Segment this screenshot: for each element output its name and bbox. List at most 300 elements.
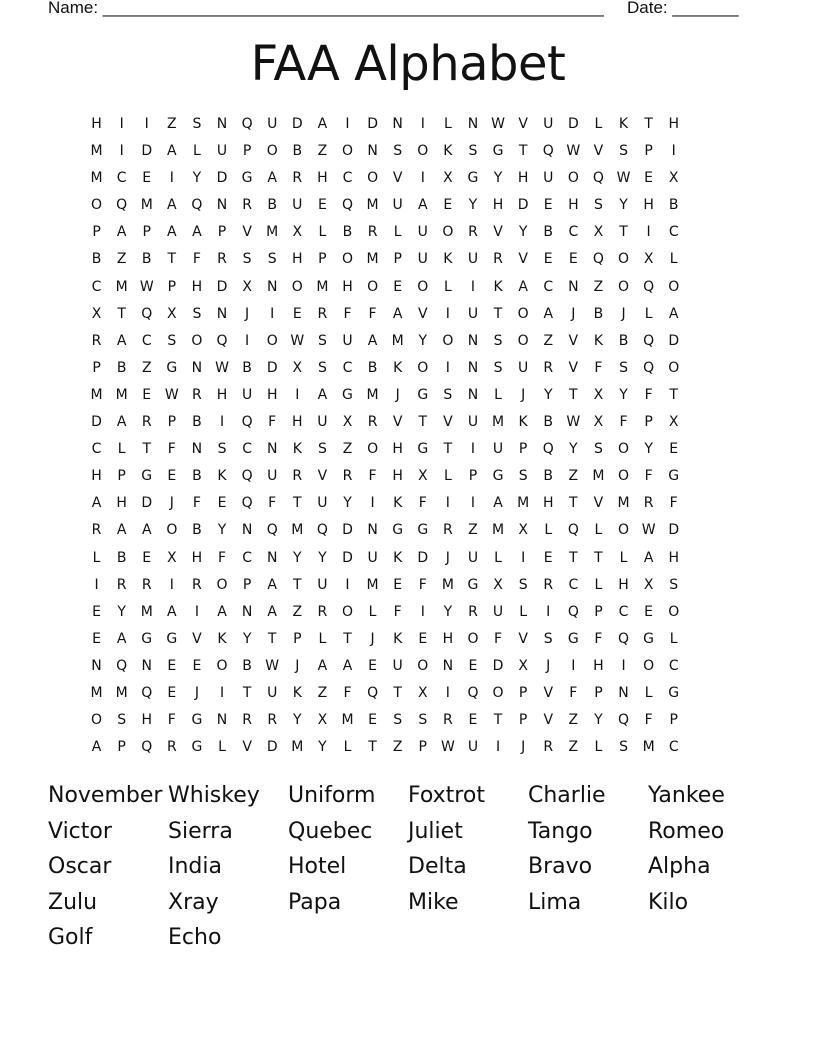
grid-letter: M [140,603,153,620]
grid-letter: L [669,251,678,268]
grid-letter: D [342,549,353,566]
page-title: FAA Alphabet [250,36,566,92]
grid-letter: J [395,386,400,403]
grid-letter: N [568,278,579,295]
grid-letter: G [241,170,253,187]
grid-letter: F [494,630,503,647]
grid-letter: J [621,305,626,322]
grid-letter: K [393,630,403,647]
grid-letter: K [292,684,302,701]
grid-letter: E [468,657,478,674]
grid-letter: C [116,170,127,187]
grid-letter: P [468,468,478,485]
grid-letter: O [266,332,278,349]
grid-letter: S [317,359,327,376]
grid-letter: O [417,657,429,674]
grid-letter: S [418,712,428,729]
worksheet-header [48,0,748,19]
grid-letter: I [420,170,425,187]
grid-letter: F [217,549,227,566]
grid-letter: C [141,332,152,349]
grid-letter: F [192,495,201,512]
grid-letter: T [117,305,126,322]
grid-letter: U [467,251,479,268]
grid-letter: U [467,549,479,566]
grid-letter: Y [217,522,227,539]
grid-letter: U [417,224,428,241]
grid-letter: Y [493,170,503,187]
grid-letter: X [167,305,177,322]
grid-letter: R [493,251,503,268]
grid-letter: X [342,414,353,431]
grid-letter: J [445,549,450,566]
grid-letter: O [618,278,630,295]
grid-letter: K [217,468,227,485]
grid-letter: C [668,739,679,756]
grid-letter: O [492,684,504,701]
grid-letter: T [493,712,503,729]
grid-letter: N [191,359,203,376]
grid-letter: I [571,657,576,674]
grid-letter: O [166,522,178,539]
grid-letter: O [216,576,228,593]
grid-letter: I [194,603,199,620]
grid-letter: B [242,657,252,674]
grid-letter: N [442,657,454,674]
grid-row [84,707,686,734]
grid-letter: Q [241,414,253,431]
grid-letter: L [669,630,678,647]
grid-row [84,219,686,246]
grid-row [84,490,686,517]
grid-letter: M [316,278,329,295]
grid-letter: W [265,657,280,674]
grid-row [84,517,686,544]
grid-letter: M [366,386,379,403]
grid-letter: T [619,224,628,241]
grid-row [84,246,686,273]
grid-letter: Q [643,332,655,349]
grid-row [84,545,686,572]
grid-letter: R [442,522,453,539]
grid-letter: X [668,170,679,187]
grid-letter: N [141,657,152,674]
grid-letter: I [219,414,225,431]
grid-letter: G [392,522,404,539]
grid-letter: V [392,170,403,187]
grid-letter: F [569,684,578,701]
grid-letter: S [593,441,603,458]
grid-letter: X [518,657,528,674]
grid-letter: N [216,197,228,214]
grid-letter: I [470,278,476,295]
grid-letter: R [292,170,303,187]
grid-letter: T [493,305,503,322]
grid-letter: Q [141,739,153,756]
grid-letter: T [167,251,177,268]
grid-letter: A [267,603,277,620]
grid-letter: O [618,441,630,458]
grid-letter: Q [567,522,579,539]
grid-letter: Q [241,468,253,485]
grid-letter: K [593,332,604,349]
grid-letter: S [518,468,528,485]
grid-letter: R [91,522,102,539]
grid-letter: R [192,386,202,403]
grid-letter: Q [643,278,655,295]
grid-letter: C [91,278,102,295]
grid-letter: H [618,576,629,593]
grid-letter: G [141,630,153,647]
word-list [48,778,768,956]
grid-letter: W [215,359,229,376]
grid-letter: U [392,657,403,674]
grid-letter: B [242,359,252,376]
grid-letter: T [594,549,603,566]
grid-letter: D [216,278,228,295]
grid-letter: E [167,468,177,485]
grid-letter: E [644,603,654,620]
grid-letter: R [292,468,303,485]
grid-letter: H [91,116,102,132]
grid-letter: F [368,468,377,485]
grid-letter: G [668,684,680,701]
grid-letter: A [668,305,679,322]
grid-letter: O [467,630,479,647]
grid-letter: B [192,468,202,485]
grid-row [84,192,686,219]
grid-letter: U [417,251,428,268]
grid-letter: O [618,522,630,539]
grid-letter: S [217,441,227,458]
grid-letter: D [492,657,504,674]
grid-letter: T [443,441,453,458]
grid-letter: Q [367,684,379,701]
grid-letter: U [392,197,403,214]
grid-letter: R [543,576,554,593]
grid-letter: Q [567,603,579,620]
grid-letter: C [342,359,353,376]
grid-letter: Y [443,603,453,620]
grid-letter: B [543,468,554,485]
grid-letter: A [116,414,127,431]
grid-letter: E [443,197,453,214]
grid-letter: S [619,359,628,376]
grid-letter: N [392,116,403,132]
grid-letter: G [492,143,504,160]
grid-letter: J [571,305,576,322]
grid-letter: M [391,332,404,349]
grid-letter: F [644,712,653,729]
grid-letter: B [141,251,152,268]
grid-letter: Q [592,251,604,268]
grid-letter: X [167,549,177,566]
grid-letter: U [543,170,554,187]
grid-letter: H [668,549,679,566]
grid-letter: T [368,739,377,756]
grid-letter: U [267,684,278,701]
grid-letter: O [341,143,353,160]
grid-letter: P [644,414,653,431]
grid-letter: E [142,386,152,403]
grid-letter: H [517,170,529,187]
grid-letter: V [392,414,403,431]
grid-letter: G [191,712,203,729]
grid-letter: M [341,712,354,729]
grid-letter: V [543,712,554,729]
grid-letter: J [194,684,199,701]
grid-letter: K [518,414,528,431]
grid-letter: L [218,739,226,756]
grid-letter: H [593,657,604,674]
grid-letter: A [192,224,202,241]
grid-letter: Z [593,278,604,295]
grid-letter: I [119,143,124,160]
grid-letter: X [518,522,528,539]
word-list-item: Charlie [528,783,606,808]
grid-letter: E [468,712,478,729]
grid-letter: Z [468,522,478,539]
grid-letter: V [568,359,579,376]
grid-letter: Q [141,684,153,701]
grid-letter: E [92,603,101,620]
grid-letter: A [317,657,328,674]
grid-letter: P [393,251,402,268]
grid-letter: Q [618,630,630,647]
word-list-item: Lima [528,889,582,915]
grid-letter: U [267,116,278,132]
grid-row [84,572,686,599]
grid-letter: M [90,386,103,403]
grid-letter: P [644,143,653,160]
grid-letter: P [217,224,227,241]
grid-row [84,165,686,192]
grid-letter: F [268,495,277,512]
grid-letter: K [292,441,302,458]
grid-letter: I [671,143,676,160]
grid-letter: B [267,197,277,214]
grid-letter: A [167,197,177,214]
grid-letter: J [521,386,526,403]
grid-letter: S [669,576,679,593]
grid-letter: L [368,603,377,620]
grid-letter: X [242,278,252,295]
grid-row [84,382,686,409]
grid-letter: T [267,630,277,647]
grid-letter: P [117,468,126,485]
grid-row [84,409,686,436]
grid-letter: A [116,522,127,539]
grid-letter: S [393,143,403,160]
grid-letter: T [518,143,528,160]
grid-letter: H [668,116,679,132]
grid-letter: R [242,197,252,214]
grid-letter: C [242,549,252,566]
grid-letter: W [491,116,505,132]
grid-letter: M [642,739,655,756]
grid-letter: O [266,143,278,160]
grid-letter: S [317,441,327,458]
grid-letter: X [643,576,654,593]
grid-letter: O [517,332,529,349]
grid-letter: S [117,712,127,729]
grid-letter: N [367,143,378,160]
grid-letter: I [270,305,275,322]
grid-letter: Z [568,712,579,729]
grid-letter: B [593,305,604,322]
grid-letter: R [468,603,478,620]
grid-letter: R [342,468,353,485]
grid-letter: O [442,332,454,349]
grid-letter: G [342,386,353,403]
grid-letter: H [317,170,328,187]
grid-letter: U [317,495,328,512]
grid-letter: B [116,549,127,566]
grid-letter: V [192,630,202,647]
grid-letter: G [643,630,655,647]
grid-letter: D [141,143,153,160]
grid-letter: D [342,522,353,539]
grid-letter: U [467,414,479,431]
grid-letter: G [467,576,479,593]
grid-letter: S [543,630,553,647]
grid-letter: P [293,630,302,647]
grid-letter: N [367,522,378,539]
grid-letter: B [192,414,202,431]
grid-letter: P [318,251,327,268]
grid-letter: U [518,359,529,376]
grid-letter: L [594,116,603,132]
grid-letter: K [443,143,453,160]
grid-letter: C [668,224,679,241]
grid-letter: U [492,441,504,458]
grid-letter: H [568,197,579,214]
grid-letter: N [241,522,253,539]
grid-letter: Q [141,305,153,322]
grid-letter: D [91,414,102,431]
grid-letter: W [566,143,581,160]
grid-letter: Q [216,332,228,349]
grid-letter: Y [418,332,428,349]
grid-letter: Z [167,116,177,132]
grid-letter: E [92,630,101,647]
grid-letter: L [318,630,327,647]
name-field-label: Name: _____________________________________________________ [48,0,604,17]
grid-letter: U [467,305,479,322]
grid-letter: Q [542,143,554,160]
grid-letter: K [443,251,453,268]
grid-letter: G [417,441,429,458]
grid-letter: D [668,522,680,539]
grid-letter: M [140,197,153,214]
grid-letter: P [117,739,126,756]
grid-letter: V [518,251,528,268]
grid-letter: L [594,739,603,756]
grid-letter: O [517,305,529,322]
grid-letter: A [116,224,127,241]
grid-letter: B [342,224,353,241]
grid-letter: O [618,251,630,268]
grid-letter: D [567,116,579,132]
word-list-item: Quebec [288,818,373,844]
grid-letter: O [417,359,429,376]
grid-letter: A [518,278,528,295]
grid-letter: R [141,576,152,593]
grid-letter: I [420,603,425,620]
grid-letter: V [593,143,604,160]
grid-letter: T [293,576,302,593]
grid-letter: X [593,224,604,241]
grid-letter: I [144,116,149,132]
grid-letter: E [393,576,403,593]
grid-letter: M [90,170,103,187]
grid-letter: T [343,630,352,647]
grid-letter: V [493,224,503,241]
grid-letter: O [668,278,680,295]
grid-letter: U [267,468,278,485]
word-list-item: Oscar [48,854,112,879]
grid-letter: R [166,739,177,756]
grid-letter: L [544,522,553,539]
grid-letter: P [167,414,177,431]
grid-letter: E [368,712,377,729]
grid-letter: Q [116,197,128,214]
grid-letter: V [443,414,453,431]
grid-letter: Y [343,495,352,512]
grid-letter: H [542,495,554,512]
grid-letter: O [668,603,680,620]
grid-letter: E [192,657,202,674]
grid-letter: H [216,386,228,403]
grid-letter: J [546,657,551,674]
word-list-item: India [168,854,222,879]
grid-letter: I [94,576,99,593]
word-list-item: Hotel [288,854,347,879]
grid-letter: K [217,630,227,647]
grid-letter: G [567,630,579,647]
grid-letter: A [141,522,152,539]
word-list-item: Uniform [288,783,376,808]
grid-letter: Z [317,684,328,701]
grid-letter: Z [392,739,403,756]
grid-letter: E [393,278,403,295]
grid-letter: P [418,739,427,756]
grid-letter: A [267,576,277,593]
grid-letter: S [167,332,177,349]
grid-letter: I [345,576,350,593]
grid-letter: J [370,630,375,647]
grid-letter: F [167,441,176,458]
grid-letter: R [317,305,328,322]
grid-letter: D [266,739,278,756]
grid-letter: O [91,712,103,729]
grid-letter: E [543,549,553,566]
grid-letter: P [669,712,678,729]
word-list-item: Mike [408,889,459,915]
grid-letter: I [445,305,450,322]
grid-letter: K [493,278,503,295]
grid-letter: P [92,359,101,376]
grid-letter: B [618,332,629,349]
grid-letter: O [618,468,630,485]
grid-letter: T [644,116,653,132]
grid-letter: A [342,657,353,674]
grid-letter: L [343,739,352,756]
grid-row [84,436,686,463]
grid-letter: L [594,576,603,593]
grid-letter: K [618,116,629,132]
grid-letter: W [139,278,154,295]
